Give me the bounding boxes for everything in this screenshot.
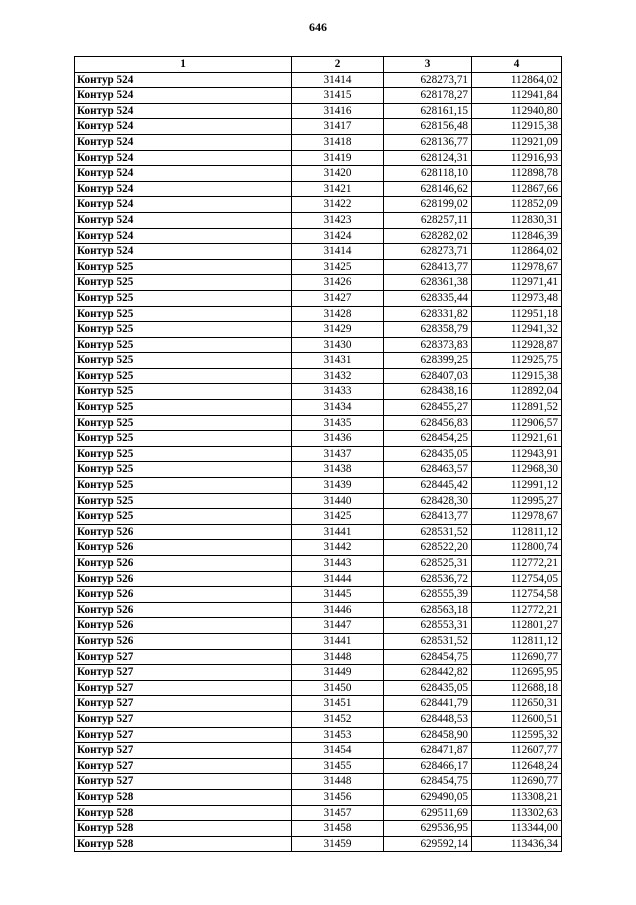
contour-name-cell: Контур 524 [75,88,292,104]
point-number-cell: 31448 [292,649,384,665]
table-row [75,649,562,665]
point-number-cell: 31420 [292,166,384,182]
y-coordinate-cell: 112951,18 [472,306,562,322]
table-row [75,212,562,228]
contour-name-cell: Контур 526 [75,524,292,540]
x-coordinate-cell: 628456,83 [384,415,472,431]
table-row [75,322,562,338]
x-coordinate-cell: 628358,79 [384,322,472,338]
x-coordinate-cell: 628536,72 [384,571,472,587]
x-coordinate-cell: 628156,48 [384,119,472,135]
contour-name-cell: Контур 527 [75,727,292,743]
x-coordinate-cell: 628471,87 [384,743,472,759]
point-number-cell: 31448 [292,774,384,790]
table-row [75,478,562,494]
table-row [75,821,562,837]
table-row [75,774,562,790]
x-coordinate-cell: 628522,20 [384,540,472,556]
y-coordinate-cell: 112973,48 [472,290,562,306]
y-coordinate-cell: 112600,51 [472,711,562,727]
y-coordinate-cell: 112940,80 [472,103,562,119]
x-coordinate-cell: 628146,62 [384,181,472,197]
contour-name-cell: Контур 525 [75,431,292,447]
contour-name-cell: Контур 526 [75,571,292,587]
point-number-cell: 31453 [292,727,384,743]
x-coordinate-cell: 628361,38 [384,275,472,291]
x-coordinate-cell: 628331,82 [384,306,472,322]
table-row [75,384,562,400]
x-coordinate-cell: 628435,05 [384,680,472,696]
y-coordinate-cell: 112800,74 [472,540,562,556]
y-coordinate-cell: 112690,77 [472,649,562,665]
x-coordinate-cell: 629511,69 [384,805,472,821]
contour-name-cell: Контур 525 [75,384,292,400]
contour-name-cell: Контур 524 [75,244,292,260]
x-coordinate-cell: 628178,27 [384,88,472,104]
coordinates-table [74,56,562,852]
point-number-cell: 31440 [292,493,384,509]
x-coordinate-cell: 628273,71 [384,244,472,260]
y-coordinate-cell: 112925,75 [472,353,562,369]
y-coordinate-cell: 112650,31 [472,696,562,712]
x-coordinate-cell: 629490,05 [384,789,472,805]
contour-name-cell: Контур 524 [75,166,292,182]
x-coordinate-cell: 628413,77 [384,259,472,275]
contour-name-cell: Контур 524 [75,197,292,213]
y-coordinate-cell: 112688,18 [472,680,562,696]
point-number-cell: 31439 [292,478,384,494]
contour-name-cell: Контур 528 [75,789,292,805]
x-coordinate-cell: 628413,77 [384,509,472,525]
y-coordinate-cell: 112906,57 [472,415,562,431]
column-header-3: 3 [384,57,472,73]
y-coordinate-cell: 112754,58 [472,587,562,603]
table-row [75,446,562,462]
table-row [75,540,562,556]
x-coordinate-cell: 629536,95 [384,821,472,837]
x-coordinate-cell: 628553,31 [384,618,472,634]
contour-name-cell: Контур 526 [75,618,292,634]
table-row [75,400,562,416]
y-coordinate-cell: 112915,38 [472,119,562,135]
y-coordinate-cell: 112941,32 [472,322,562,338]
table-row [75,353,562,369]
point-number-cell: 31432 [292,368,384,384]
point-number-cell: 31416 [292,103,384,119]
point-number-cell: 31443 [292,556,384,572]
x-coordinate-cell: 628136,77 [384,134,472,150]
y-coordinate-cell: 112690,77 [472,774,562,790]
y-coordinate-cell: 112995,27 [472,493,562,509]
y-coordinate-cell: 113302,63 [472,805,562,821]
point-number-cell: 31455 [292,758,384,774]
y-coordinate-cell: 112830,31 [472,212,562,228]
point-number-cell: 31449 [292,665,384,681]
point-number-cell: 31429 [292,322,384,338]
point-number-cell: 31441 [292,633,384,649]
y-coordinate-cell: 112864,02 [472,244,562,260]
x-coordinate-cell: 628531,52 [384,633,472,649]
contour-name-cell: Контур 527 [75,665,292,681]
contour-name-cell: Контур 525 [75,493,292,509]
point-number-cell: 31428 [292,306,384,322]
contour-name-cell: Контур 526 [75,633,292,649]
x-coordinate-cell: 628438,16 [384,384,472,400]
contour-name-cell: Контур 525 [75,400,292,416]
y-coordinate-cell: 113308,21 [472,789,562,805]
point-number-cell: 31445 [292,587,384,603]
table-row [75,462,562,478]
contour-name-cell: Контур 525 [75,322,292,338]
point-number-cell: 31437 [292,446,384,462]
x-coordinate-cell: 628463,57 [384,462,472,478]
x-coordinate-cell: 628161,15 [384,103,472,119]
y-coordinate-cell: 112595,32 [472,727,562,743]
x-coordinate-cell: 628454,75 [384,649,472,665]
y-coordinate-cell: 112915,38 [472,368,562,384]
table-row [75,680,562,696]
contour-name-cell: Контур 525 [75,290,292,306]
y-coordinate-cell: 113436,34 [472,836,562,852]
table-row [75,711,562,727]
contour-name-cell: Контур 526 [75,587,292,603]
x-coordinate-cell: 628458,90 [384,727,472,743]
point-number-cell: 31436 [292,431,384,447]
table-row [75,509,562,525]
table-row [75,618,562,634]
y-coordinate-cell: 112916,93 [472,150,562,166]
y-coordinate-cell: 112898,78 [472,166,562,182]
point-number-cell: 31459 [292,836,384,852]
y-coordinate-cell: 112921,61 [472,431,562,447]
point-number-cell: 31457 [292,805,384,821]
table-row [75,275,562,291]
x-coordinate-cell: 628442,82 [384,665,472,681]
y-coordinate-cell: 112772,21 [472,602,562,618]
table-row [75,524,562,540]
point-number-cell: 31447 [292,618,384,634]
y-coordinate-cell: 112867,66 [472,181,562,197]
point-number-cell: 31414 [292,244,384,260]
contour-name-cell: Контур 525 [75,446,292,462]
contour-name-cell: Контур 527 [75,774,292,790]
point-number-cell: 31433 [292,384,384,400]
contour-name-cell: Контур 525 [75,462,292,478]
table-row [75,587,562,603]
x-coordinate-cell: 628466,17 [384,758,472,774]
point-number-cell: 31418 [292,134,384,150]
x-coordinate-cell: 628282,02 [384,228,472,244]
table-row [75,72,562,88]
table-row [75,88,562,104]
table-row [75,166,562,182]
contour-name-cell: Контур 527 [75,711,292,727]
point-number-cell: 31425 [292,509,384,525]
y-coordinate-cell: 113344,00 [472,821,562,837]
y-coordinate-cell: 112978,67 [472,509,562,525]
contour-name-cell: Контур 527 [75,696,292,712]
contour-name-cell: Контур 527 [75,680,292,696]
table-row [75,103,562,119]
table-row [75,197,562,213]
y-coordinate-cell: 112968,30 [472,462,562,478]
point-number-cell: 31424 [292,228,384,244]
table-row [75,119,562,135]
x-coordinate-cell: 628455,27 [384,400,472,416]
contour-name-cell: Контур 525 [75,306,292,322]
y-coordinate-cell: 112971,41 [472,275,562,291]
x-coordinate-cell: 628118,10 [384,166,472,182]
x-coordinate-cell: 628407,03 [384,368,472,384]
table-row [75,789,562,805]
table-row [75,368,562,384]
y-coordinate-cell: 112991,12 [472,478,562,494]
contour-name-cell: Контур 524 [75,119,292,135]
table-row [75,805,562,821]
x-coordinate-cell: 628563,18 [384,602,472,618]
contour-name-cell: Контур 524 [75,181,292,197]
x-coordinate-cell: 628257,11 [384,212,472,228]
table-row [75,431,562,447]
x-coordinate-cell: 628199,02 [384,197,472,213]
y-coordinate-cell: 112607,77 [472,743,562,759]
contour-name-cell: Контур 525 [75,368,292,384]
contour-name-cell: Контур 525 [75,259,292,275]
column-header-1: 1 [75,57,292,73]
point-number-cell: 31423 [292,212,384,228]
contour-name-cell: Контур 527 [75,649,292,665]
contour-name-cell: Контур 524 [75,134,292,150]
x-coordinate-cell: 628373,83 [384,337,472,353]
table-row [75,696,562,712]
y-coordinate-cell: 112801,27 [472,618,562,634]
x-coordinate-cell: 628335,44 [384,290,472,306]
y-coordinate-cell: 112811,12 [472,524,562,540]
table-body [75,72,562,852]
table-row [75,244,562,260]
table-row [75,571,562,587]
contour-name-cell: Контур 524 [75,150,292,166]
point-number-cell: 31415 [292,88,384,104]
contour-name-cell: Контур 527 [75,758,292,774]
contour-name-cell: Контур 526 [75,540,292,556]
point-number-cell: 31430 [292,337,384,353]
y-coordinate-cell: 112846,39 [472,228,562,244]
x-coordinate-cell: 628445,42 [384,478,472,494]
contour-name-cell: Контур 524 [75,212,292,228]
table-row [75,493,562,509]
x-coordinate-cell: 628454,25 [384,431,472,447]
x-coordinate-cell: 628428,30 [384,493,472,509]
contour-name-cell: Контур 528 [75,821,292,837]
table-row [75,150,562,166]
x-coordinate-cell: 628448,53 [384,711,472,727]
x-coordinate-cell: 629592,14 [384,836,472,852]
y-coordinate-cell: 112754,05 [472,571,562,587]
point-number-cell: 31414 [292,72,384,88]
contour-name-cell: Контур 524 [75,228,292,244]
y-coordinate-cell: 112648,24 [472,758,562,774]
contour-name-cell: Контур 528 [75,836,292,852]
y-coordinate-cell: 112978,67 [472,259,562,275]
point-number-cell: 31446 [292,602,384,618]
contour-name-cell: Контур 525 [75,337,292,353]
point-number-cell: 31451 [292,696,384,712]
contour-name-cell: Контур 525 [75,478,292,494]
point-number-cell: 31427 [292,290,384,306]
y-coordinate-cell: 112892,04 [472,384,562,400]
point-number-cell: 31419 [292,150,384,166]
point-number-cell: 31417 [292,119,384,135]
column-header-2: 2 [292,57,384,73]
y-coordinate-cell: 112921,09 [472,134,562,150]
contour-name-cell: Контур 525 [75,275,292,291]
x-coordinate-cell: 628435,05 [384,446,472,462]
point-number-cell: 31434 [292,400,384,416]
table-row [75,556,562,572]
table-row [75,836,562,852]
y-coordinate-cell: 112852,09 [472,197,562,213]
point-number-cell: 31435 [292,415,384,431]
y-coordinate-cell: 112811,12 [472,633,562,649]
table-row [75,306,562,322]
x-coordinate-cell: 628441,79 [384,696,472,712]
table-row [75,415,562,431]
contour-name-cell: Контур 525 [75,353,292,369]
contour-name-cell: Контур 525 [75,509,292,525]
x-coordinate-cell: 628525,31 [384,556,472,572]
point-number-cell: 31438 [292,462,384,478]
contour-name-cell: Контур 524 [75,72,292,88]
contour-name-cell: Контур 526 [75,602,292,618]
contour-name-cell: Контур 527 [75,743,292,759]
contour-name-cell: Контур 524 [75,103,292,119]
table-row [75,758,562,774]
page-number: 646 [309,20,327,34]
table-row [75,228,562,244]
x-coordinate-cell: 628124,31 [384,150,472,166]
contour-name-cell: Контур 525 [75,415,292,431]
table-row [75,727,562,743]
y-coordinate-cell: 112891,52 [472,400,562,416]
table-row [75,743,562,759]
column-header-4: 4 [472,57,562,73]
x-coordinate-cell: 628454,75 [384,774,472,790]
y-coordinate-cell: 112772,21 [472,556,562,572]
table-row [75,665,562,681]
point-number-cell: 31456 [292,789,384,805]
x-coordinate-cell: 628555,39 [384,587,472,603]
table-row [75,337,562,353]
point-number-cell: 31425 [292,259,384,275]
y-coordinate-cell: 112864,02 [472,72,562,88]
x-coordinate-cell: 628531,52 [384,524,472,540]
point-number-cell: 31426 [292,275,384,291]
contour-name-cell: Контур 526 [75,556,292,572]
table-row [75,134,562,150]
y-coordinate-cell: 112941,84 [472,88,562,104]
point-number-cell: 31431 [292,353,384,369]
table-header-row [75,57,562,73]
table-header [75,57,562,73]
table-row [75,602,562,618]
point-number-cell: 31450 [292,680,384,696]
table-row [75,181,562,197]
x-coordinate-cell: 628273,71 [384,72,472,88]
point-number-cell: 31458 [292,821,384,837]
point-number-cell: 31421 [292,181,384,197]
y-coordinate-cell: 112928,87 [472,337,562,353]
point-number-cell: 31454 [292,743,384,759]
y-coordinate-cell: 112695,95 [472,665,562,681]
x-coordinate-cell: 628399,25 [384,353,472,369]
point-number-cell: 31452 [292,711,384,727]
table-row [75,290,562,306]
point-number-cell: 31422 [292,197,384,213]
table-row [75,633,562,649]
point-number-cell: 31444 [292,571,384,587]
table-row [75,259,562,275]
contour-name-cell: Контур 528 [75,805,292,821]
point-number-cell: 31442 [292,540,384,556]
point-number-cell: 31441 [292,524,384,540]
y-coordinate-cell: 112943,91 [472,446,562,462]
